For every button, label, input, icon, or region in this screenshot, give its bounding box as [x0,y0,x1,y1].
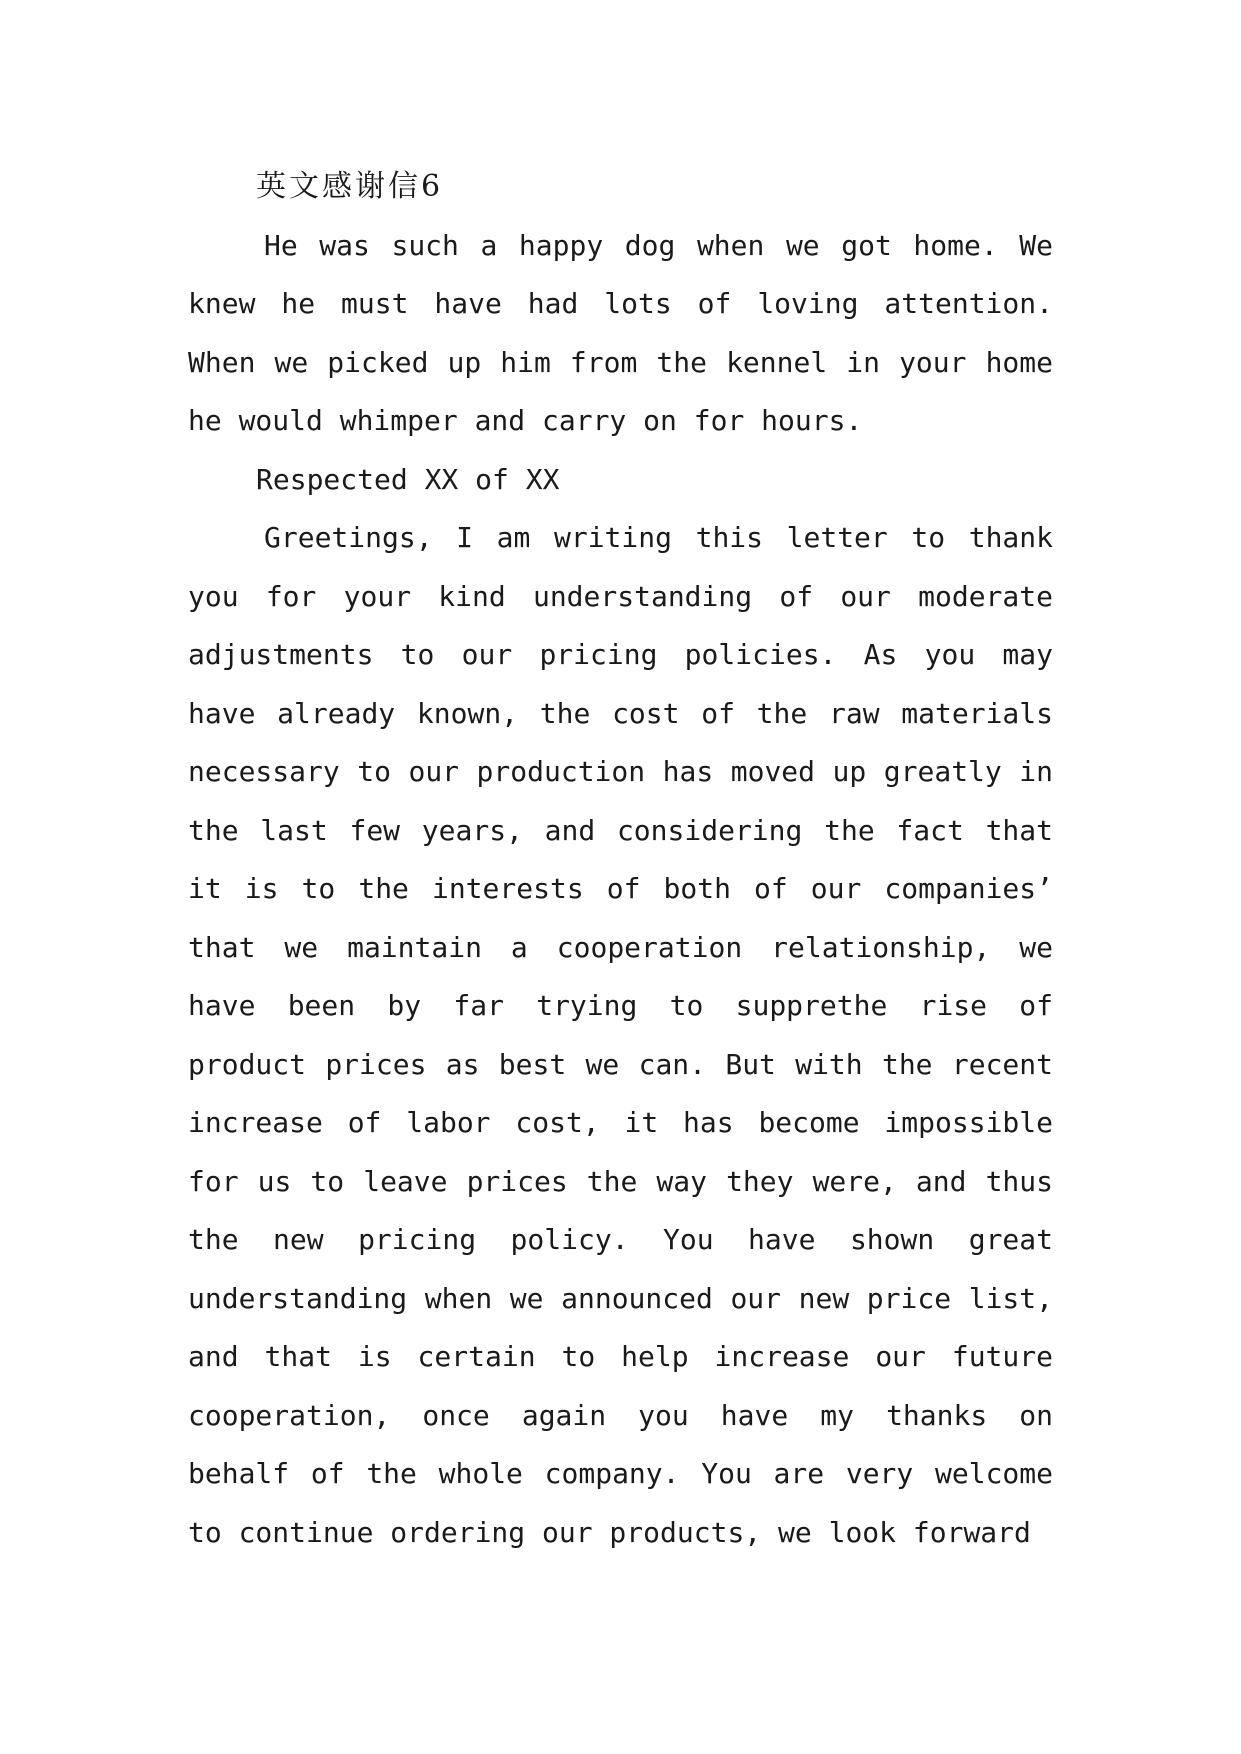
letter-heading: 英文感谢信6 [256,169,444,204]
letter-body [188,158,1053,1562]
salutation: Respected XX of XX [256,462,560,496]
paragraph-dog: He was such a happy dog when we got home. We knew he must have had lots of loving attention. When we picked up him from the kennel in your home he would whimper and carry on for hours. [188,228,1053,437]
paragraph-pricing: Greetings, I am writing this letter to thank you for your kind understanding of our moderate adjustments to our pricing policies. As you may have already known, the cost of the raw materials necessary to our production has moved up greatly in the last few years, and considering the fact that it is to the interests of both of our companies’ that we maintain a cooperation relationship, we have been by far trying to supprethe rise of product prices as best we can. But with the recent increase of labor cost, it has become impossible for us to leave prices the way they were, and thus the new pricing policy. You have shown great understanding when we announced our new price list, and that is certain to help increase our future cooperation, once again you have my thanks on behalf of the whole company. You are very welcome to continue ordering our products, we look forward [188,521,1053,1549]
